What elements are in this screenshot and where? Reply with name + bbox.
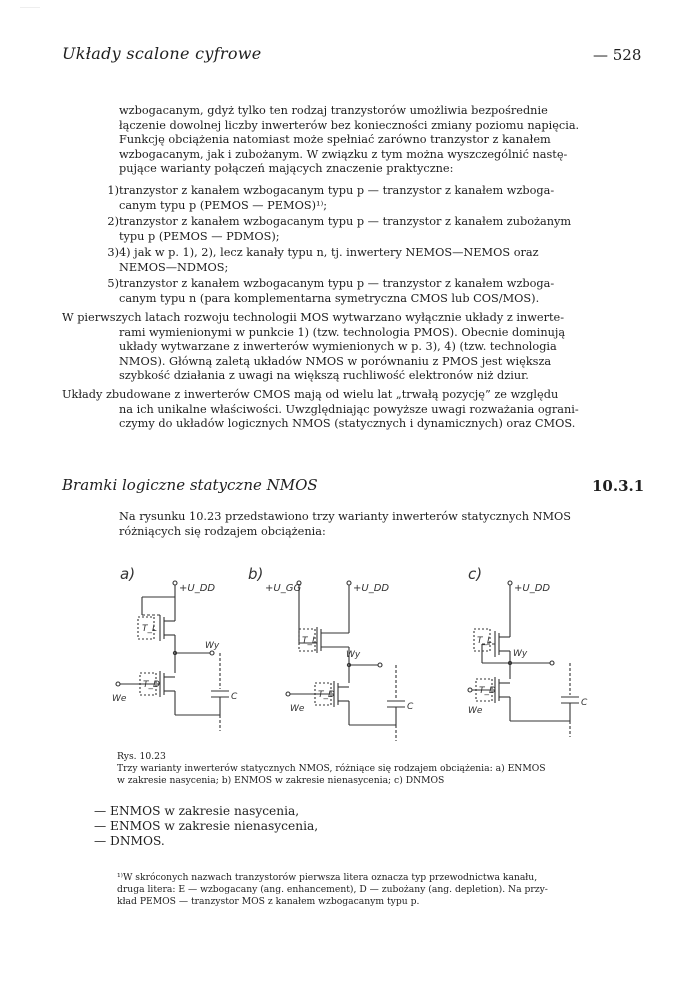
td-label-c: T_D bbox=[479, 686, 496, 696]
page-number: — 528 bbox=[593, 46, 642, 64]
figure-label-b: b) bbox=[248, 565, 264, 583]
section-intro-line-1: Na rysunku 10.23 przedstawiono trzy warianty inwerterów statycznych NMOS bbox=[119, 510, 572, 523]
figure-label-c: c) bbox=[468, 565, 483, 583]
section-intro-line-2: różniących się rodzajem obciążenia: bbox=[119, 524, 326, 538]
caption-line-1: Trzy warianty inwerterów statycznych NMOS, różniące się rodzajem obciążenia: a) ENMOS bbox=[117, 762, 546, 774]
vgg-label-b: +U_GG bbox=[265, 583, 302, 594]
variant-5-line-2: canym typu n (para komplementarna symetryczna CMOS lub COS/MOS). bbox=[119, 291, 540, 305]
section-number: 10.3.1 bbox=[592, 477, 645, 495]
variant-3-line-1: 4) jak w p. 1), 2), lecz kanały typu n, tj. inwertery NEMOS—NEMOS oraz bbox=[119, 246, 539, 259]
variant-1-line-2: canym typu p (PEMOS — PEMOS)¹⁾; bbox=[119, 198, 328, 212]
footnote bbox=[117, 872, 643, 908]
cmos-line-1: Układy zbudowane z inwerterów CMOS mają od wielu lat „trwałą pozycję” ze względu bbox=[62, 388, 559, 401]
history-line-5: szybkość działania z uwagi na większą ruchliwość elektronów niż dziur. bbox=[119, 369, 529, 382]
wy-label-b: Wy bbox=[346, 650, 361, 660]
section-title: Bramki logiczne statyczne NMOS bbox=[62, 476, 318, 494]
variant-3-line-2: NEMOS—NDMOS; bbox=[119, 260, 229, 274]
page-top-rule bbox=[0, 7, 674, 8]
we-label-a: We bbox=[112, 694, 127, 704]
intro-line-1: wzbogacanym, gdyż tylko ten rodzaj tranzystorów umożliwia bezpośrednie bbox=[119, 104, 548, 117]
vdd-label-a: +U_DD bbox=[179, 583, 216, 594]
cmos-line-3: czymy do układów logicznych NMOS (statycznych i dynamicznych) oraz CMOS. bbox=[119, 417, 576, 430]
tl-label-b: T_L bbox=[302, 636, 318, 646]
intro-line-4: wzbogacanym, jak i zubożanym. W związku z tym można wyszczególnić nastę- bbox=[119, 147, 568, 161]
cap-label-a: C bbox=[231, 692, 238, 702]
td-label-b: T_D bbox=[318, 690, 335, 700]
figure-caption bbox=[117, 751, 643, 786]
figure-label-a: a) bbox=[120, 565, 136, 583]
history-line-4: NMOS). Główną zaletą układów NMOS w porównaniu z PMOS jest większa bbox=[119, 354, 552, 368]
history-line-2: rami wymienionymi w punkcie 1) (tzw. technologia PMOS). Obecnie dominują bbox=[119, 325, 566, 339]
history-line-3: układy wytwarzane z inwerterów wymienionych w p. 3), 4) (tzw. technologia bbox=[119, 340, 557, 353]
footnote-line-3: kład PEMOS — tranzystor MOS z kanałem wzbogacanym typu p. bbox=[117, 896, 420, 907]
variant-5-line-1: tranzystor z kanałem wzbogacanym typu p — tranzystor z kanałem wzboga- bbox=[119, 277, 555, 290]
variant-2-number: 2) bbox=[107, 215, 119, 228]
intro-line-5: pujące warianty połączeń mających znaczenie praktyczne: bbox=[119, 162, 454, 175]
variant-2-line-2: typu p (PEMOS — PDMOS); bbox=[119, 229, 280, 243]
footnote-line-2: druga litera: E — wzbogacany (ang. enhancement), D — zubożany (ang. depletion). Na przy- bbox=[117, 884, 548, 895]
variant-3-number: 3) bbox=[107, 246, 119, 259]
we-label-c: We bbox=[468, 706, 483, 716]
list-item-2: — ENMOS w zakresie nienasycenia, bbox=[94, 819, 319, 833]
list-item-3: — DNMOS. bbox=[94, 834, 165, 848]
footnote-line-1: ¹⁾W skróconych nazwach tranzystorów pierwsza litera oznacza typ przewodnictwa kanału, bbox=[117, 872, 538, 883]
intro-line-3: Funkcję obciążenia natomiast może spełniać zarówno tranzystor z kanałem bbox=[119, 133, 551, 146]
vdd-label-c: +U_DD bbox=[514, 583, 551, 594]
variant-5-number: 5) bbox=[107, 277, 119, 290]
cmos-line-2: na ich unikalne właściwości. Uwzględniając powyższe uwagi rozważania ograni- bbox=[119, 402, 579, 416]
wy-label-a: Wy bbox=[205, 641, 220, 651]
we-label-b: We bbox=[290, 704, 305, 714]
history-line-1: W pierwszych latach rozwoju technologii MOS wytwarzano wyłącznie układy z inwerte- bbox=[62, 311, 565, 324]
cap-label-b: C bbox=[407, 702, 414, 712]
vdd-label-b: +U_DD bbox=[353, 583, 390, 594]
caption-label: Rys. 10.23 bbox=[117, 751, 166, 762]
intro-line-2: łączenie dowolnej liczby inwerterów bez konieczności zmiany poziomu napięcia. bbox=[119, 118, 580, 132]
running-head: Układy scalone cyfrowe bbox=[62, 44, 262, 63]
inverter-circuits-figure bbox=[110, 565, 650, 745]
td-label-a: T_D bbox=[143, 680, 160, 690]
variant-2-line-1: tranzystor z kanałem wzbogacanym typu p — tranzystor z kanałem zubożanym bbox=[119, 215, 572, 228]
tl-label-a: T_L bbox=[142, 624, 158, 634]
variant-1-number: 1) bbox=[107, 184, 119, 197]
variant-1-line-1: tranzystor z kanałem wzbogacanym typu p — tranzystor z kanałem wzboga- bbox=[119, 184, 555, 197]
list-item-1: — ENMOS w zakresie nasycenia, bbox=[94, 804, 300, 818]
wy-label-c: Wy bbox=[513, 649, 528, 659]
tl-label-c: T_L bbox=[477, 636, 493, 646]
cap-label-c: C bbox=[581, 698, 588, 708]
caption-line-2: w zakresie nasycenia; b) ENMOS w zakresie nienasycenia; c) DNMOS bbox=[117, 774, 445, 786]
